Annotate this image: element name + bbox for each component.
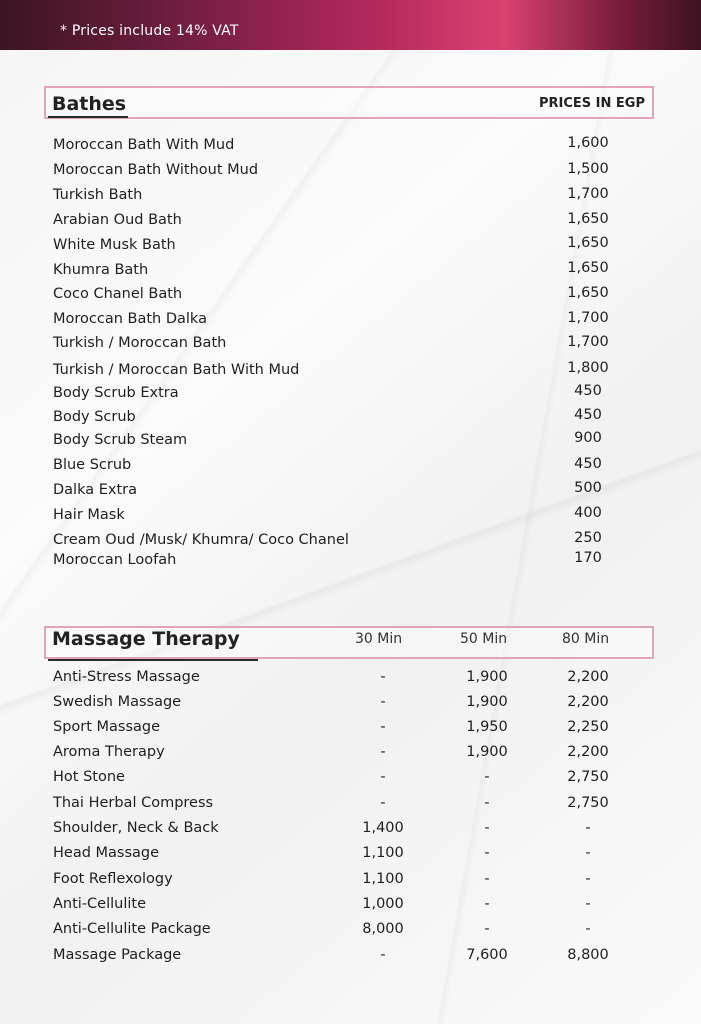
massage-price-50min: 7,600: [466, 947, 508, 963]
bath-item-name: Cream Oud /Musk/ Khumra/ Coco Chanel: [53, 532, 349, 548]
massage-item-name: Swedish Massage: [53, 694, 182, 710]
massage-price-30min: -: [380, 947, 386, 963]
massage-item-name: Anti-Stress Massage: [53, 669, 200, 685]
massage-title: Massage Therapy: [52, 628, 240, 650]
bath-item-name: Blue Scrub: [53, 457, 132, 473]
massage-price-30min: 1,100: [362, 845, 404, 861]
massage-price-80min: 2,750: [567, 795, 609, 811]
bath-item-name: Moroccan Bath Dalka: [53, 311, 207, 327]
massage-price-80min: 2,250: [567, 719, 609, 735]
massage-price-80min: -: [585, 871, 591, 887]
bath-item-price: 450: [574, 383, 602, 399]
massage-price-50min: 1,900: [466, 669, 508, 685]
massage-item-name: Anti-Cellulite Package: [53, 921, 211, 937]
bath-item-price: 400: [574, 505, 602, 521]
bath-item-price: 1,500: [567, 161, 609, 177]
bath-item-name: Moroccan Loofah: [53, 552, 177, 568]
massage-price-50min: 1,900: [466, 744, 508, 760]
massage-price-80min: 2,200: [567, 694, 609, 710]
bath-item-price: 450: [574, 407, 602, 423]
bath-item-name: Body Scrub Steam: [53, 432, 188, 448]
bath-item-price: 1,650: [567, 211, 609, 227]
prices-header: PRICES IN EGP: [538, 96, 645, 111]
bath-item-price: 1,650: [567, 235, 609, 251]
bath-item-price: 1,800: [567, 360, 609, 376]
massage-price-80min: -: [585, 896, 591, 912]
bath-item-price: 250: [574, 530, 602, 546]
bath-item-name: Turkish / Moroccan Bath: [53, 335, 227, 351]
bath-item-name: White Musk Bath: [53, 237, 176, 253]
massage-price-30min: 1,000: [362, 896, 404, 912]
bath-item-name: Khumra Bath: [53, 262, 149, 278]
bath-item-price: 1,700: [567, 186, 609, 202]
massage-price-50min: -: [484, 871, 490, 887]
bath-item-price: 1,600: [567, 135, 609, 151]
bath-item-name: Moroccan Bath Without Mud: [53, 162, 259, 178]
massage-price-50min: 1,950: [466, 719, 508, 735]
massage-price-30min: -: [380, 669, 386, 685]
massage-price-80min: -: [585, 921, 591, 937]
massage-item-name: Anti-Cellulite: [53, 896, 147, 912]
massage-item-name: Hot Stone: [53, 769, 125, 785]
column-header-80min: 80 Min: [562, 631, 610, 647]
massage-price-30min: 8,000: [362, 921, 404, 937]
bathes-title-underline: [48, 116, 128, 118]
massage-item-name: Massage Package: [53, 947, 182, 963]
bath-item-name: Turkish / Moroccan Bath With Mud: [53, 362, 300, 378]
bath-item-price: 1,700: [567, 310, 609, 326]
massage-title-underline: [48, 659, 258, 661]
bath-item-price: 450: [574, 456, 602, 472]
massage-price-30min: 1,400: [362, 820, 404, 836]
massage-price-80min: 2,200: [567, 744, 609, 760]
massage-price-30min: -: [380, 744, 386, 760]
vat-note: * Prices include 14% VAT: [60, 23, 239, 39]
massage-price-50min: 1,900: [466, 694, 508, 710]
bath-item-price: 1,700: [567, 334, 609, 350]
bath-item-name: Moroccan Bath With Mud: [53, 137, 235, 153]
massage-price-50min: -: [484, 921, 490, 937]
massage-price-30min: -: [380, 719, 386, 735]
column-header-50min: 50 Min: [460, 631, 508, 647]
massage-price-30min: -: [380, 694, 386, 710]
bath-item-name: Body Scrub Extra: [53, 385, 179, 401]
massage-item-name: Shoulder, Neck & Back: [53, 820, 219, 836]
bath-item-name: Arabian Oud Bath: [53, 212, 182, 228]
massage-price-50min: -: [484, 795, 490, 811]
bath-item-name: Coco Chanel Bath: [53, 286, 183, 302]
bath-item-name: Hair Mask: [53, 507, 125, 523]
massage-price-30min: 1,100: [362, 871, 404, 887]
massage-item-name: Sport Massage: [53, 719, 161, 735]
bath-item-price: 170: [574, 550, 602, 566]
massage-item-name: Thai Herbal Compress: [53, 795, 214, 811]
bath-item-price: 500: [574, 480, 602, 496]
header-banner: [0, 0, 701, 50]
massage-item-name: Head Massage: [53, 845, 160, 861]
massage-price-50min: -: [484, 820, 490, 836]
massage-item-name: Foot Reflexology: [53, 871, 173, 887]
massage-item-name: Aroma Therapy: [53, 744, 165, 760]
bathes-title: Bathes: [52, 93, 127, 115]
massage-price-80min: 2,750: [567, 769, 609, 785]
bath-item-name: Body Scrub: [53, 409, 136, 425]
massage-price-50min: -: [484, 845, 490, 861]
bath-item-price: 1,650: [567, 260, 609, 276]
bath-item-name: Turkish Bath: [53, 187, 143, 203]
massage-price-50min: -: [484, 769, 490, 785]
massage-price-80min: 8,800: [567, 947, 609, 963]
massage-price-30min: -: [380, 769, 386, 785]
column-header-30min: 30 Min: [355, 631, 403, 647]
bath-item-price: 1,650: [567, 285, 609, 301]
massage-price-30min: -: [380, 795, 386, 811]
massage-price-80min: -: [585, 845, 591, 861]
massage-price-50min: -: [484, 896, 490, 912]
bath-item-name: Dalka Extra: [53, 482, 137, 498]
massage-price-80min: -: [585, 820, 591, 836]
bath-item-price: 900: [574, 430, 602, 446]
massage-price-80min: 2,200: [567, 669, 609, 685]
